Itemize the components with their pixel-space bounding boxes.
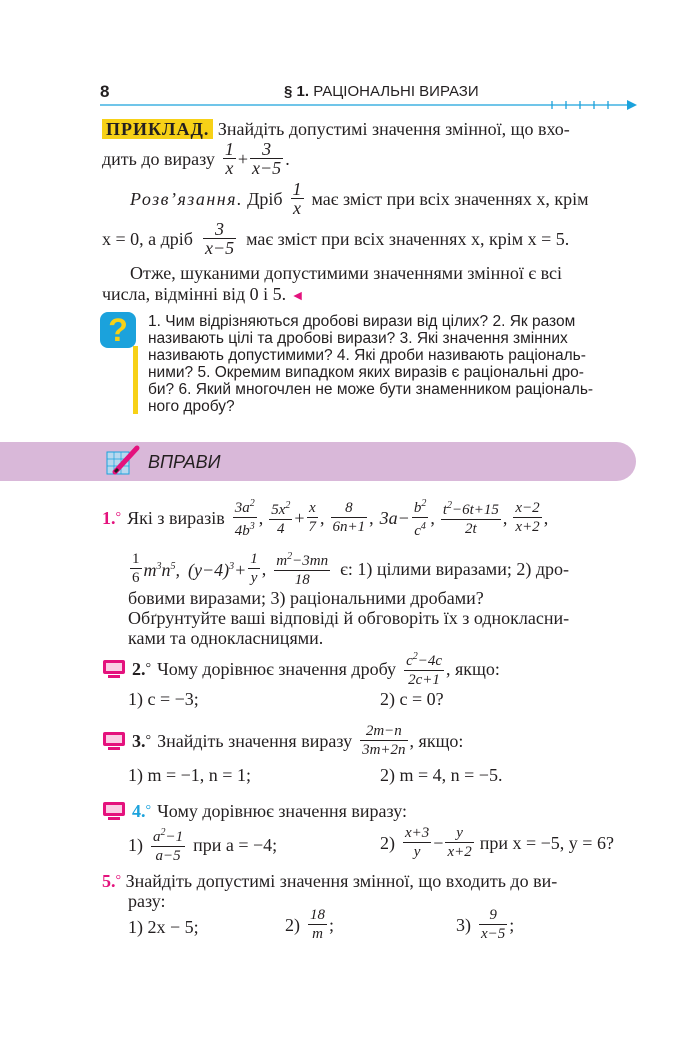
exercise-5-option-2: 2) 18 m ; <box>285 907 335 942</box>
section-number: § 1. <box>284 83 310 100</box>
page-number: 8 <box>100 82 110 101</box>
header-rule <box>100 99 640 111</box>
question-line: ними? 5. Окремим випадком яких виразів є раціональні дро- <box>148 364 584 381</box>
exercise-4-line-1: 4. ° Чому дорівнює значення виразу: <box>102 800 407 822</box>
exercise-4-option-2: 2) x+3 y − $\frac{y}{x+2}$ при x = −5, y = 6? <box>380 825 614 860</box>
exercise-1-number: 1.° <box>102 507 122 528</box>
question-line: називають допустимими? 4. Які дроби називають раціональ- <box>148 347 586 364</box>
exercise-3-option-2: 2) m = 4, n = −5. <box>380 765 503 785</box>
question-line: називають цілі та дробові вирази? 3. Які значення змінних <box>148 330 568 347</box>
pencil-grid-icon <box>105 444 141 478</box>
exercise-2-option-2: 2) c = 0? <box>380 689 444 709</box>
exercise-5-option-3: 3) 9 x−5 ; <box>456 907 515 942</box>
exercise-3-line-1: 3. ° Знайдіть значення виразу 2m−n 3m+2n , якщо: <box>102 722 463 759</box>
conclusion-line-1: Отже, шуканими допустимими значеннями змінної є всі <box>130 263 562 283</box>
exercise-1-line-1: 1.° Які з виразів $3a^2$ $4b^3$ , $5x^2$ 4 + $\frac{x}{7}$ , 8 6n+1 , 3a− $\frac{b^2}{c^4}$ , $t^2-6t+15$ 2t , x−2 x+2 , <box>102 495 548 540</box>
exercise-1-line-2: 1 6 $m^3n^5$, $(y-4)^3+$ $\frac{1}{y}$ , $m^2-3mn$ 18 є: 1) цілими виразами; 2) дро- <box>128 548 569 589</box>
example-line-2: дить до виразу 1 x + $\frac{3}{x-5}$ . <box>102 139 290 178</box>
example-label: ПРИКЛАД. <box>102 119 213 139</box>
question-icon: ? <box>100 312 136 348</box>
exercises-title: ВПРАВИ <box>148 452 221 472</box>
exercise-1-line-4: Обґрунтуйте ваші відповіді й обговоріть їх з однокласни- <box>128 608 570 628</box>
exercise-2-line-1: 2. ° Чому дорівнює значення дробу $c^2-4c$ 2c+1 , якщо: <box>102 648 500 689</box>
question-line: би? 6. Який многочлен не може бути знаменником раціональ- <box>148 381 594 398</box>
solution-label: Розв’язання. <box>130 188 244 209</box>
question-line: ного дробу? <box>148 398 235 415</box>
exercise-1-line-5: ками та однокласницями. <box>128 628 324 648</box>
end-marker-icon: ◄ <box>290 289 305 304</box>
exercise-5-line-1: 5.° Знайдіть допустимі значення змінної, що входить до ви- <box>102 871 558 891</box>
section-title: РАЦІОНАЛЬНІ ВИРАЗИ <box>313 83 479 100</box>
questions-text <box>148 313 593 415</box>
example-line-1: ПРИКЛАД. Знайдіть допустимі значення змінної, що вхо- <box>102 118 570 140</box>
exercise-1-line-3: бовими виразами; 3) раціональними дробами? <box>128 588 484 608</box>
solution-line-2: x = 0, а дріб 3 x−5 має зміст при всіх значеннях x, крім x = 5. <box>102 219 570 258</box>
question-bar <box>133 346 138 414</box>
exercise-5-line-2: разу: <box>128 891 166 911</box>
exercise-3-option-1: 1) m = −1, n = 1; <box>128 765 251 785</box>
solution-line-1: Розв’язання. Дріб 1 x має зміст при всіх значеннях x, крім <box>130 179 589 218</box>
running-header <box>284 83 479 100</box>
computer-icon <box>102 801 126 821</box>
exercises-band <box>0 442 636 481</box>
exercise-4-option-1: 1) $a^2-1$ a−5 при a = −4; <box>128 824 277 865</box>
conclusion-line-2: числа, відмінні від 0 і 5. ◄ <box>102 284 305 304</box>
exercise-2-option-1: 1) c = −3; <box>128 689 199 709</box>
question-line: 1. Чим відрізняються дробові вирази від цілих? 2. Як разом <box>148 313 576 330</box>
computer-icon <box>102 731 126 751</box>
exercise-5-option-1: 1) 2x − 5; <box>128 917 199 937</box>
computer-icon <box>102 659 126 679</box>
